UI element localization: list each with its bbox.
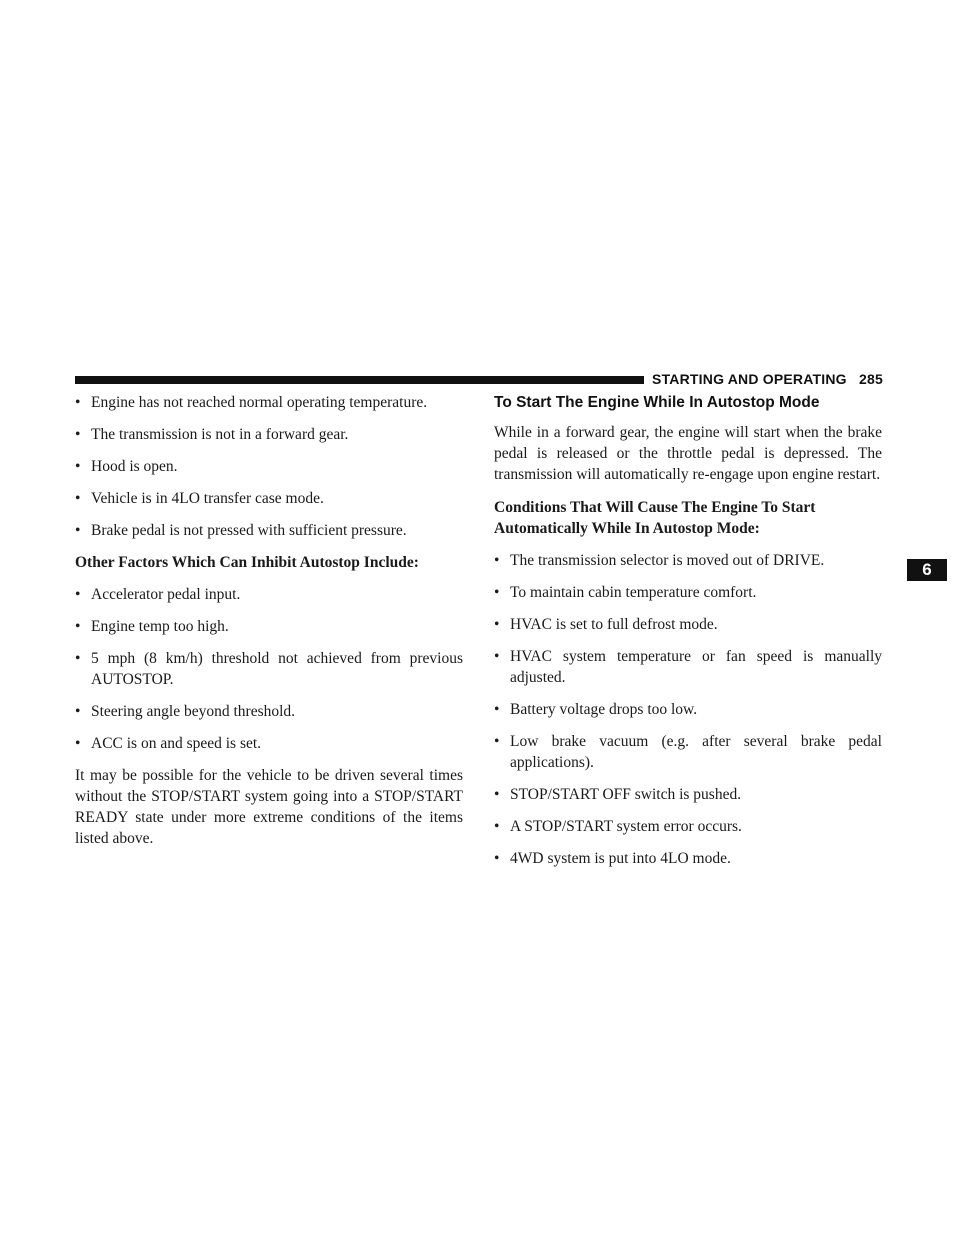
bullet-icon: • [494, 850, 500, 867]
list-item: • Low brake vacuum (e.g. after several brake pedal applications). [494, 733, 882, 771]
list-item: • HVAC is set to full defrost mode. [494, 616, 718, 633]
bullet-icon: • [75, 426, 81, 443]
conditions-subheading: Conditions That Will Cause The Engine To Start Automatically While In Autostop Mode: [494, 499, 816, 537]
list-item: • Steering angle beyond threshold. [75, 703, 296, 720]
header-title [644, 371, 883, 387]
list-item: • ACC is on and speed is set. [75, 735, 262, 752]
section-heading: To Start The Engine While In Autostop Mode [494, 394, 820, 411]
bullet-icon: • [494, 648, 500, 665]
bullet-icon: • [494, 733, 500, 750]
list-item: • The transmission selector is moved out of DRIVE. [494, 552, 825, 569]
bullet-icon: • [494, 786, 500, 803]
list-item: • A STOP/START system error occurs. [494, 818, 742, 835]
page-number: 285 [859, 371, 883, 387]
bullet-icon: • [494, 584, 500, 601]
bullet-icon: • [75, 522, 81, 539]
chapter-tab: 6 [907, 559, 947, 581]
bullet-icon: • [494, 818, 500, 835]
list-item: • Brake pedal is not pressed with sufficient pressure. [75, 522, 407, 539]
left-column [75, 392, 463, 861]
bullet-icon: • [75, 735, 81, 752]
list-item: • Engine temp too high. [75, 618, 229, 635]
bullet-icon: • [494, 701, 500, 718]
page-header [75, 373, 883, 387]
list-item: • Vehicle is in 4LO transfer case mode. [75, 490, 324, 507]
list-item: • Hood is open. [75, 458, 178, 475]
bullet-icon: • [75, 458, 81, 475]
bullet-icon: • [494, 552, 500, 569]
closing-paragraph: It may be possible for the vehicle to be driven several times without the STOP/START system going into a STOP/START READY state under more extreme conditions of the items listed above. [75, 767, 463, 847]
factors-subheading: Other Factors Which Can Inhibit Autostop Include: [75, 554, 419, 571]
section-title: STARTING AND OPERATING [652, 371, 847, 387]
bullet-icon: • [75, 618, 81, 635]
list-item: • Engine has not reached normal operating temperature. [75, 394, 428, 411]
bullet-icon: • [75, 650, 81, 667]
list-item: • Accelerator pedal input. [75, 586, 241, 603]
intro-paragraph: While in a forward gear, the engine will start when the brake pedal is released or the throttle pedal is depressed. The transmission will automatically re-engage upon engine restart. [494, 424, 882, 483]
list-item: • Battery voltage drops too low. [494, 701, 698, 718]
bullet-icon: • [75, 394, 81, 411]
bullet-icon: • [75, 490, 81, 507]
bullet-icon: • [494, 616, 500, 633]
bullet-icon: • [75, 703, 81, 720]
list-item: • STOP/START OFF switch is pushed. [494, 786, 742, 803]
list-item: • The transmission is not in a forward gear. [75, 426, 349, 443]
header-rule [75, 376, 667, 384]
right-column [494, 392, 882, 880]
list-item: • HVAC system temperature or fan speed is manually adjusted. [494, 648, 882, 686]
list-item: • To maintain cabin temperature comfort. [494, 584, 757, 601]
bullet-icon: • [75, 586, 81, 603]
list-item: • 5 mph (8 km/h) threshold not achieved from previous AUTOSTOP. [75, 650, 463, 688]
list-item: • 4WD system is put into 4LO mode. [494, 850, 731, 867]
